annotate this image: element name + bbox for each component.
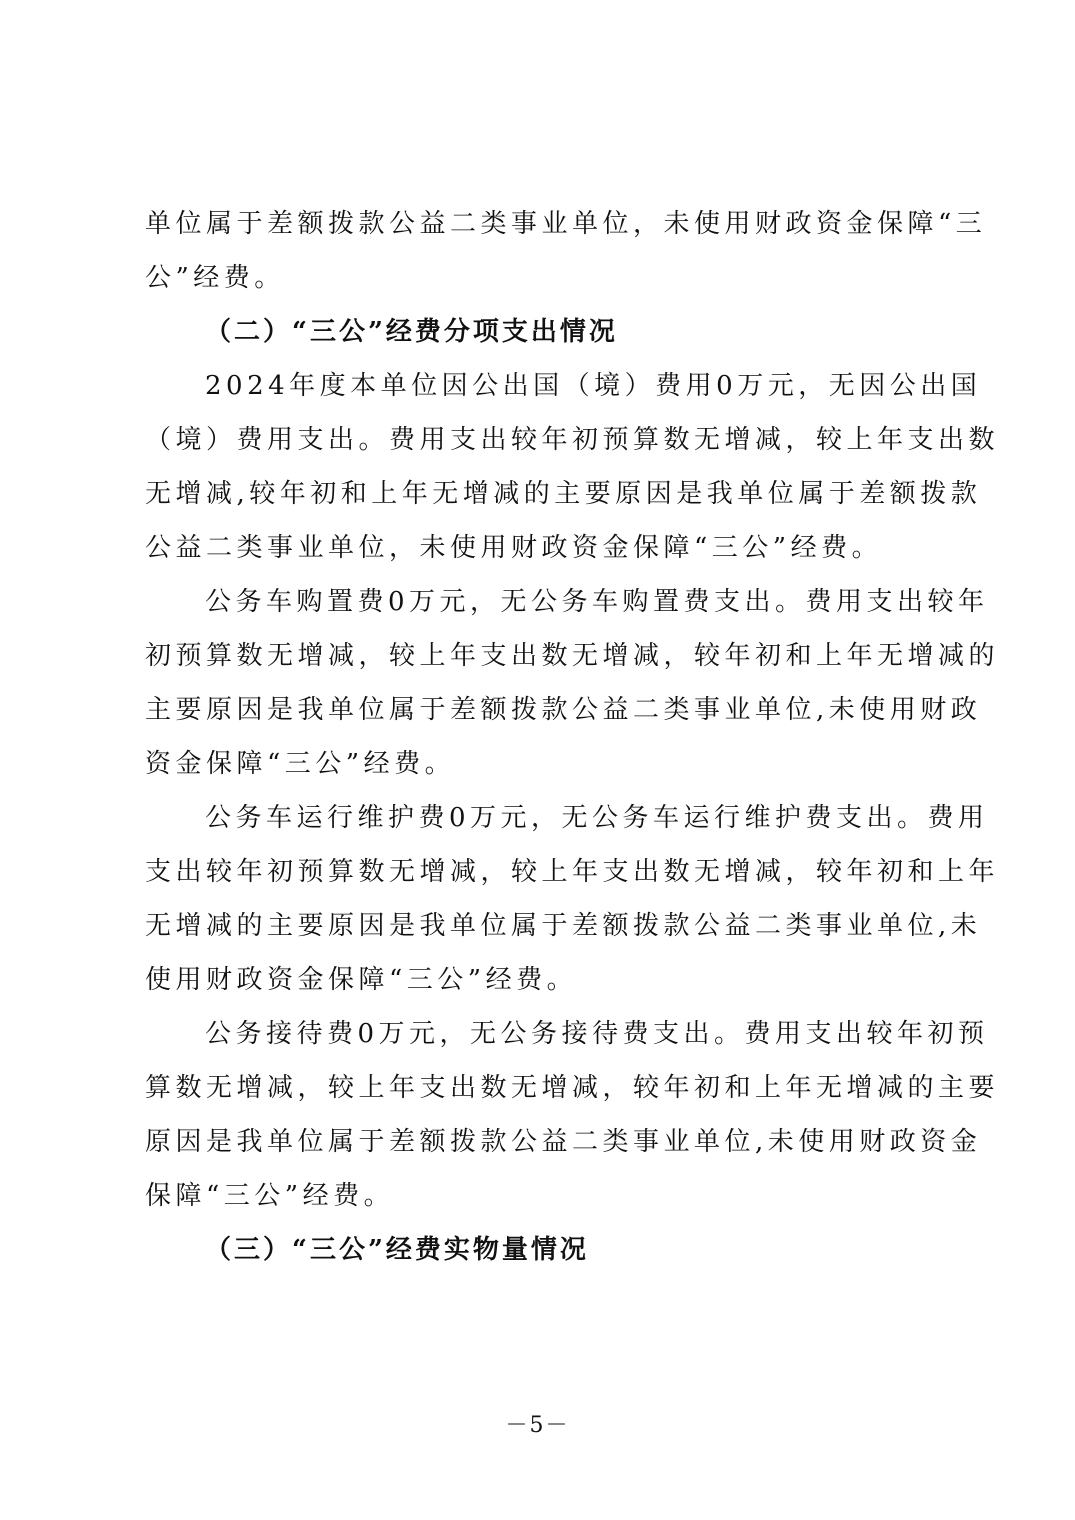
- body-line: 公务接待费0万元，无公务接待费支出。费用支出较年初预: [205, 1019, 989, 1049]
- body-line: 资金保障“三公”经费。: [145, 749, 456, 779]
- body-line: 单位属于差额拨款公益二类事业单位，未使用财政资金保障“三: [145, 209, 987, 239]
- body-line: 公益二类事业单位，未使用财政资金保障“三公”经费。: [145, 533, 883, 563]
- body-line: 无增减的主要原因是我单位属于差额拨款公益二类事业单位,未: [145, 911, 982, 941]
- body-line: 保障“三公”经费。: [145, 1181, 395, 1211]
- body-line: （境）费用支出。费用支出较年初预算数无增减，较上年支出数: [145, 425, 1000, 455]
- body-line: 主要原因是我单位属于差额拨款公益二类事业单位,未使用财政: [145, 695, 982, 725]
- body-line: 原因是我单位属于差额拨款公益二类事业单位,未使用财政资金: [145, 1127, 982, 1157]
- body-line: 公务车运行维护费0万元，无公务车运行维护费支出。费用: [205, 803, 989, 833]
- body-line: 公务车购置费0万元，无公务车购置费支出。费用支出较年: [205, 587, 989, 617]
- body-line: 公”经费。: [145, 263, 285, 293]
- body-line: 算数无增减，较上年支出数无增减，较年初和上年无增减的主要: [145, 1073, 1000, 1103]
- body-line: 使用财政资金保障“三公”经费。: [145, 965, 578, 995]
- section-heading: （二）“三公”经费分项支出情况: [205, 317, 618, 347]
- body-line: 2024年度本单位因公出国（境）费用0万元，无因公出国: [205, 371, 982, 401]
- body-line: 初预算数无增减，较上年支出数无增减，较年初和上年无增减的: [145, 641, 1000, 671]
- body-line: 无增减,较年初和上年无增减的主要原因是我单位属于差额拨款: [145, 479, 982, 509]
- section-heading: （三）“三公”经费实物量情况: [205, 1235, 589, 1265]
- body-line: 支出较年初预算数无增减，较上年支出数无增减，较年初和上年: [145, 857, 1000, 887]
- page-number: －5－: [505, 1413, 570, 1438]
